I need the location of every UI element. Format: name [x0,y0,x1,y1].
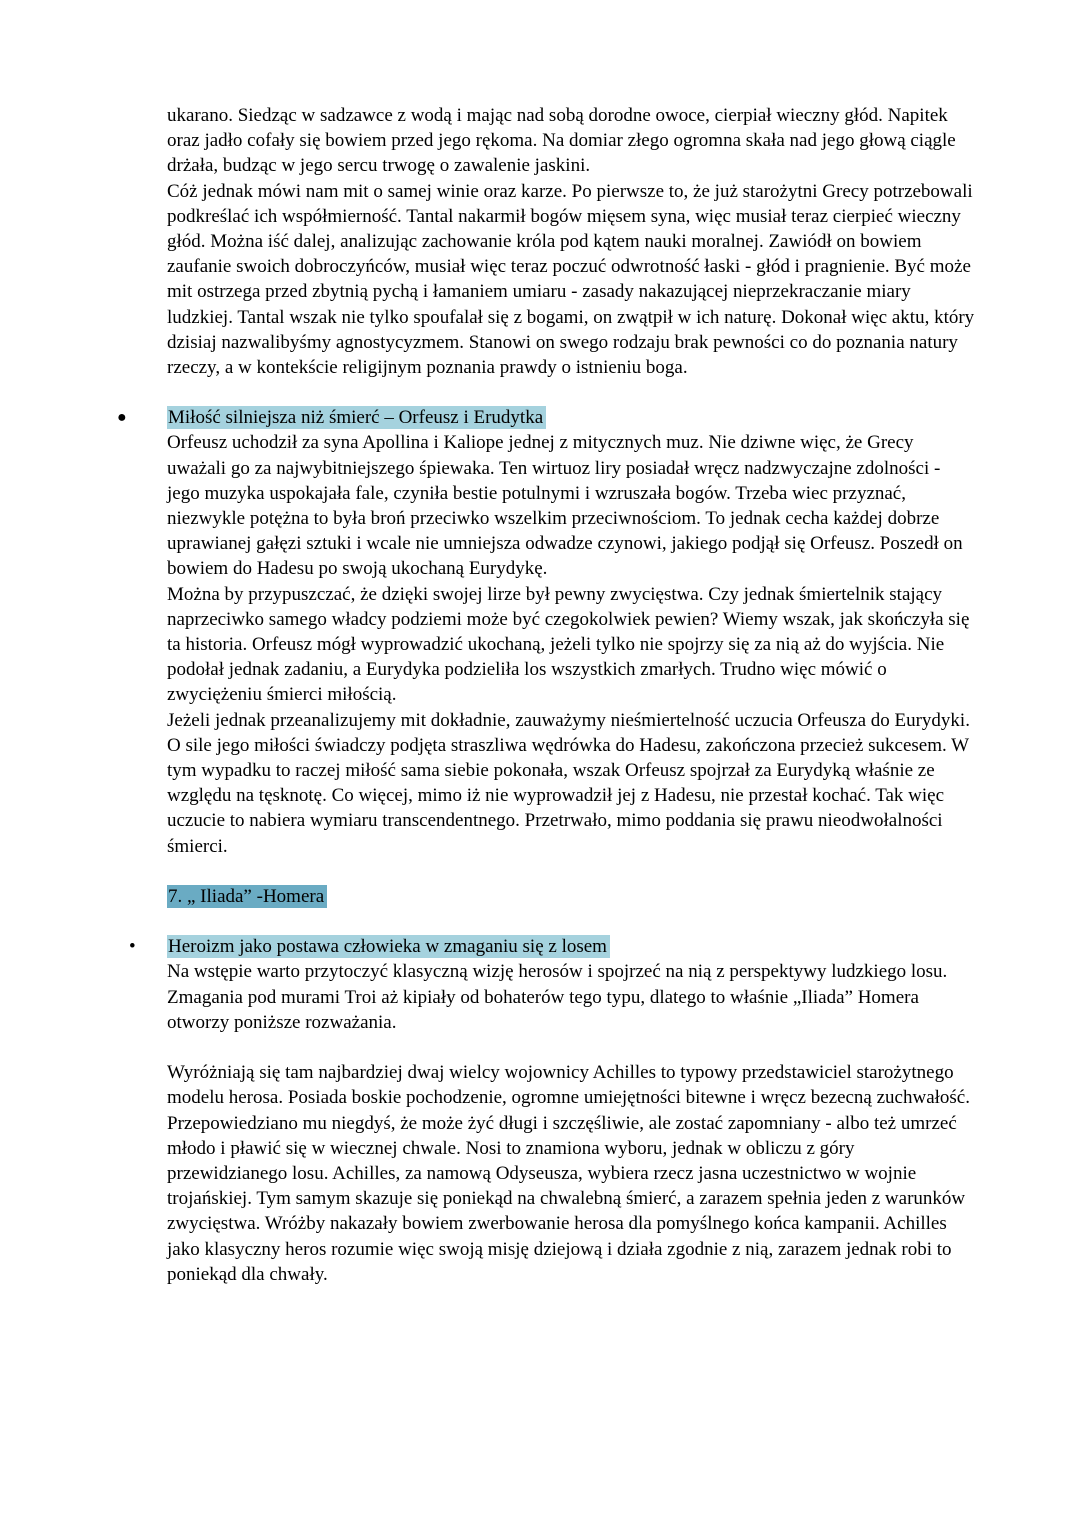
bullet-icon: • [129,936,136,958]
section-heading [167,405,975,430]
blank-line [167,1035,975,1060]
bullet-icon: ● [117,409,127,427]
paragraph: Cóż jednak mówi nam mit o samej winie oraz karze. Po pierwsze to, że już starożytni Grecy potrzebowali podkreślać ich współmierność. Tantal nakarmił bogów mięsem syna, więc musiał teraz cierpieć wieczny głód. Można iść dalej, analizując zachowanie króla pod kątem nauki moralnej. Zawiódł on bowiem zaufanie swoich dobroczyńców, musiał więc teraz poczuć odwrotność łaski - głód i pragnienie. Być może mit ostrzega przed zbytnią pychą i łamaniem umiaru - zasady nakazującej nieprzekraczanie miary ludzkiej. Tantal wszak nie tylko spoufalał się z bogami, on zwątpił w ich naturę. Dokonał więc aktu, który dzisiaj nazwalibyśmy agnostycyzmem. Stanowi on swego rodzaju brak pewności co do poznania natury rzeczy, a w kontekście religijnym poznania prawdy o istnieniu boga. [167,180,975,379]
paragraph: ukarano. Siedząc w sadzawce z wodą i mając nad sobą dorodne owoce, cierpiał wieczny głód. Napitek oraz jadło cofały się bowiem przed jego rękoma. Na domiar złego ogromna skała nad jego głową ciągle drżała, budząc w jego sercu trwogę o zawalenie jaskini. [167,105,956,177]
section-heading-highlight: Heroizm jako postawa człowieka w zmaganiu się z losem [167,935,610,958]
paragraph: Można by przypuszczać, że dzięki swojej lirze był pewny zwycięstwa. Czy jednak śmiertelnik stający naprzeciwko samego władcy podziemi może być czegokolwiek pewien? Wiemy wszak, jak skończyła się ta historia. Orfeusz mógł wyprowadzić ukochaną, jeżeli tylko nie spojrzy się za nią aż do wyjścia. Nie podołał jednak zadaniu, a Eurydyka podzieliła los wszystkich zmarłych. Trudno więc mówić o zwyciężeniu śmierci miłością. [167,583,970,706]
section-heading [167,884,975,909]
section-heading [167,934,975,959]
section-heading-highlight: 7. „ Iliada” -Homera [167,885,327,908]
paragraph: Wyróżniają się tam najbardziej dwaj wielcy wojownicy Achilles to typowy przedstawiciel starożytnego modelu herosa. Posiada boskie pochodzenie, ogromne umiejętności bitewne i wręcz bezecną zuchwałość. Przepowiedziano mu niegdyś, że może żyć długi i szczęśliwie, ale zostać zapomniany - albo też umrzeć młodo i pławić się w wiecznej chwale. Nosi to znamiona wyboru, jednak w obliczu z góry przewidzianego losu. Achilles, za namową Odyseusza, wybiera rzecz jasna uczestnictwo w wojnie trojańskiej. Tym samym skazuje się poniekąd na chwalebną śmierć, a zarazem spełnia jeden z warunków zwycięstwa. Wróżby nakazały bowiem zwerbowanie herosa dla pomyślnego końca kampanii. Achilles jako klasyczny heros rozumie więc swoją misję dziejową i działa zgodnie z nią, zarazem jednak robi to poniekąd dla chwały. [167,1062,970,1285]
section-heading-highlight: Miłość silniejsza niż śmierć – Orfeusz i Erudytka [167,406,546,429]
paragraph: Jeżeli jednak przeanalizujemy mit dokładnie, zauważymy nieśmiertelność uczucia Orfeusza do Eurydyki. O sile jego miłości świadczy podjęta straszliwa wędrówka do Hadesu, zakończona przecież sukcesem. W tym wypadku to raczej miłość sama siebie pokonała, wszak Orfeusz spojrzał za Eurydyką właśnie ze względu na tęsknotę. Co więcej, mimo iż nie wyprowadził jej z Hadesu, nie przestał kochać. Tak więc uczucie to nabiera wymiaru transcendentnego. Przetrwało, mimo poddania się prawu nieodwołalności śmierci. [167,709,970,857]
paragraph: Na wstępie warto przytoczyć klasyczną wizję herosów i spojrzeć na nią z perspektywy ludzkiego losu. Zmagania pod murami Troi aż kipiały od bohaterów tego typu, dlatego to właśnie „Iliada” Homera otworzy poniższe rozważania. [167,961,948,1033]
section-heading [167,884,975,909]
section-plain [167,103,975,380]
document-content [117,103,975,1287]
paragraph: Orfeusz uchodził za syna Apollina i Kaliope jednej z mitycznych muz. Nie dziwne więc, że Grecy uważali go za najwybitniejszego śpiewaka. Ten wirtuoz liry posiadał wręcz nadzwyczajne zdolności - jego muzyka uspokajała fale, czyniła bestie potulnymi i wzruszała bogów. Trzeba wiec przyznać, niezwykle potężna to była broń przeciwko wszelkim przeciwnościom. To jednak cecha każdej dobrze uprawianej gałęzi sztuki i wcale nie umniejsza odwadze czynowi, jakiego podjął się Orfeusz. Poszedł on bowiem do Hadesu po swoją ukochaną Eurydykę. [167,432,963,580]
section-bullet [129,934,975,1287]
section-bullet [117,405,975,859]
